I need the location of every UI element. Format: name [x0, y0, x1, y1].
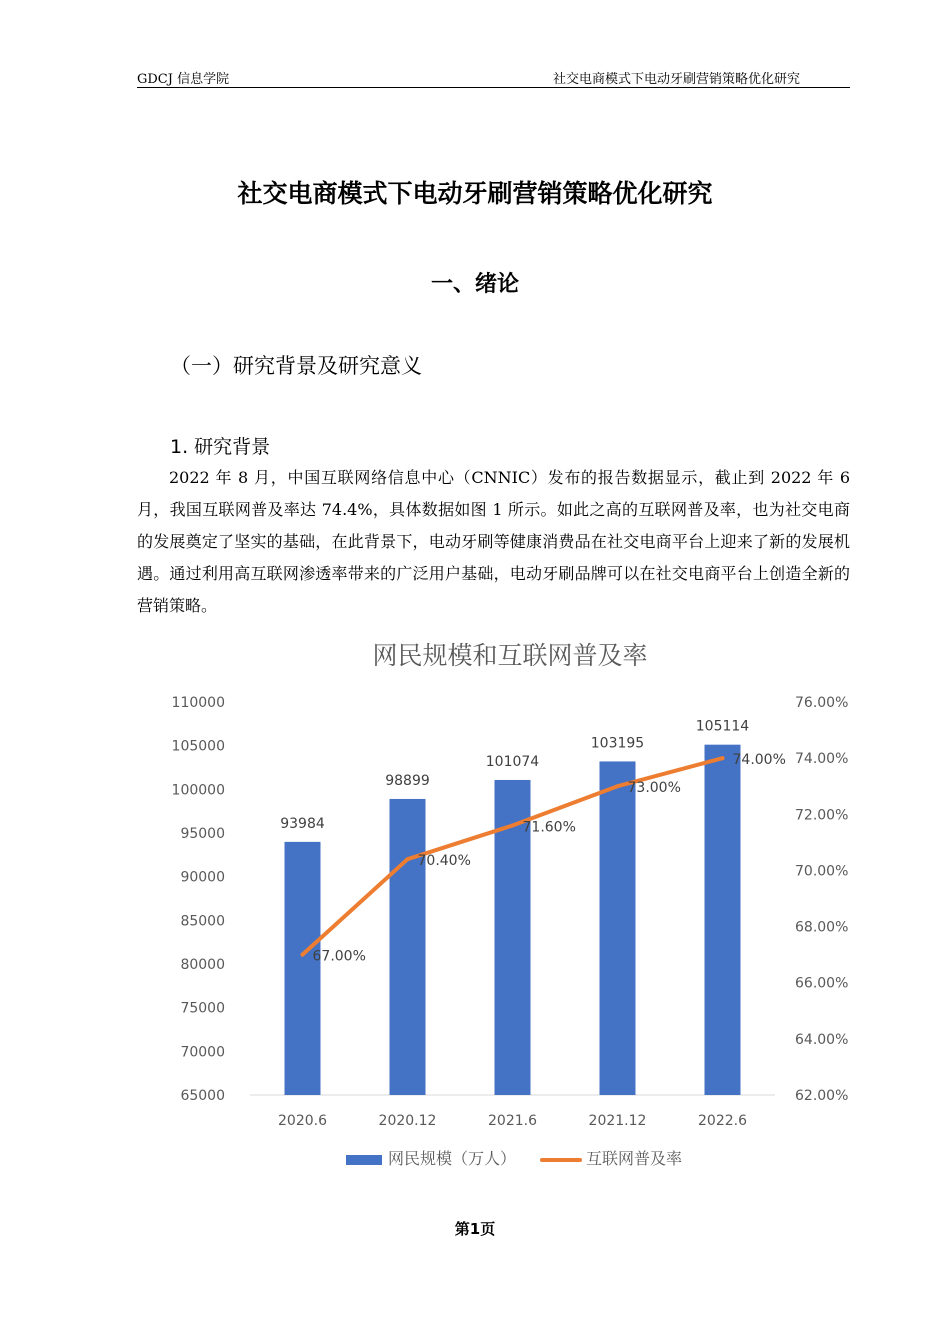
document-title: 社交电商模式下电动牙刷营销策略优化研究 — [237, 179, 713, 208]
right-axis-tick-label: 64.00% — [795, 1031, 849, 1048]
combo-chart — [150, 628, 850, 1188]
bar-data-label: 105114 — [695, 718, 750, 735]
bar-data-label: 93984 — [280, 815, 325, 832]
left-axis-tick-label: 70000 — [180, 1044, 225, 1061]
right-axis-tick-label: 74.00% — [795, 751, 849, 768]
x-axis-tick-label: 2021.12 — [588, 1113, 647, 1129]
bar-data-label: 98899 — [385, 772, 430, 789]
header-left: GDCJ 信息学院 — [137, 72, 230, 87]
legend-label-bar: 网民规模（万人） — [388, 1149, 517, 1168]
line-point — [616, 784, 620, 788]
left-axis-tick-label: 110000 — [171, 695, 225, 711]
right-axis-tick-label: 62.00% — [795, 1088, 849, 1104]
chart-title: 网民规模和互联网普及率 — [372, 641, 648, 670]
right-axis-tick-label: 70.00% — [795, 863, 849, 880]
x-axis-tick-label: 2020.6 — [278, 1113, 327, 1129]
bar-data-label: 103195 — [590, 735, 645, 752]
line-data-label: 74.00% — [732, 752, 786, 769]
page-number: 第1页 — [454, 1220, 496, 1238]
left-axis-tick-label: 65000 — [180, 1088, 225, 1104]
left-axis-tick-label: 105000 — [171, 738, 225, 755]
bar-internet-users — [390, 799, 426, 1095]
chart-container — [150, 628, 850, 1188]
bar-internet-users — [705, 745, 741, 1095]
left-axis-tick-label: 75000 — [180, 1000, 225, 1017]
line-point — [511, 824, 515, 828]
x-axis-tick-label: 2021.6 — [488, 1113, 537, 1129]
line-data-label: 73.00% — [627, 780, 681, 797]
bar-internet-users — [285, 842, 321, 1095]
subsection-title: 1. 研究背景 — [170, 436, 271, 458]
header-right: 社交电商模式下电动牙刷营销策略优化研究 — [552, 72, 800, 87]
line-data-label: 70.40% — [417, 853, 471, 870]
right-axis-tick-label: 68.00% — [795, 919, 849, 936]
bar-data-label: 101074 — [485, 753, 540, 770]
right-axis-tick-label: 66.00% — [795, 975, 849, 992]
legend-swatch-bar — [346, 1155, 382, 1165]
x-axis-tick-label: 2022.6 — [698, 1113, 747, 1129]
bar-internet-users — [600, 761, 636, 1095]
line-point — [406, 857, 410, 861]
body-paragraph: 2022 年 8 月，中国互联网络信息中心（CNNIC）发布的报告数据显示，截止到 2022 年 6 月，我国互联网普及率达 74.4%，具体数据如图 1 所示。如此之高的互联网普及率，也为社交电商的发展奠定了坚实的基础，在此背景下，电动牙刷等健康消费品在社交电商平台上迎来了新的发展机遇。通过利用高互联网渗透率带来的广泛用户基础，电动牙刷品牌可以在社交电商平台上创造全新的营销策略。 — [137, 468, 850, 615]
x-axis-tick-label: 2020.12 — [378, 1113, 437, 1129]
left-axis-tick-label: 95000 — [180, 826, 225, 842]
line-data-label: 71.60% — [522, 819, 576, 836]
line-point — [721, 756, 725, 760]
line-data-label: 67.00% — [312, 948, 366, 965]
line-point — [301, 953, 305, 957]
chapter-title: 一、绪论 — [430, 272, 519, 297]
left-axis-tick-label: 100000 — [171, 782, 225, 799]
left-axis-tick-label: 85000 — [180, 913, 225, 930]
legend-label-line: 互联网普及率 — [586, 1149, 683, 1168]
left-axis-tick-label: 90000 — [180, 869, 225, 886]
header-rule — [137, 87, 850, 88]
left-axis-tick-label: 80000 — [180, 957, 225, 973]
right-axis-tick-label: 76.00% — [795, 695, 849, 711]
right-axis-tick-label: 72.00% — [795, 807, 849, 824]
section-title: （一）研究背景及研究意义 — [170, 354, 422, 378]
